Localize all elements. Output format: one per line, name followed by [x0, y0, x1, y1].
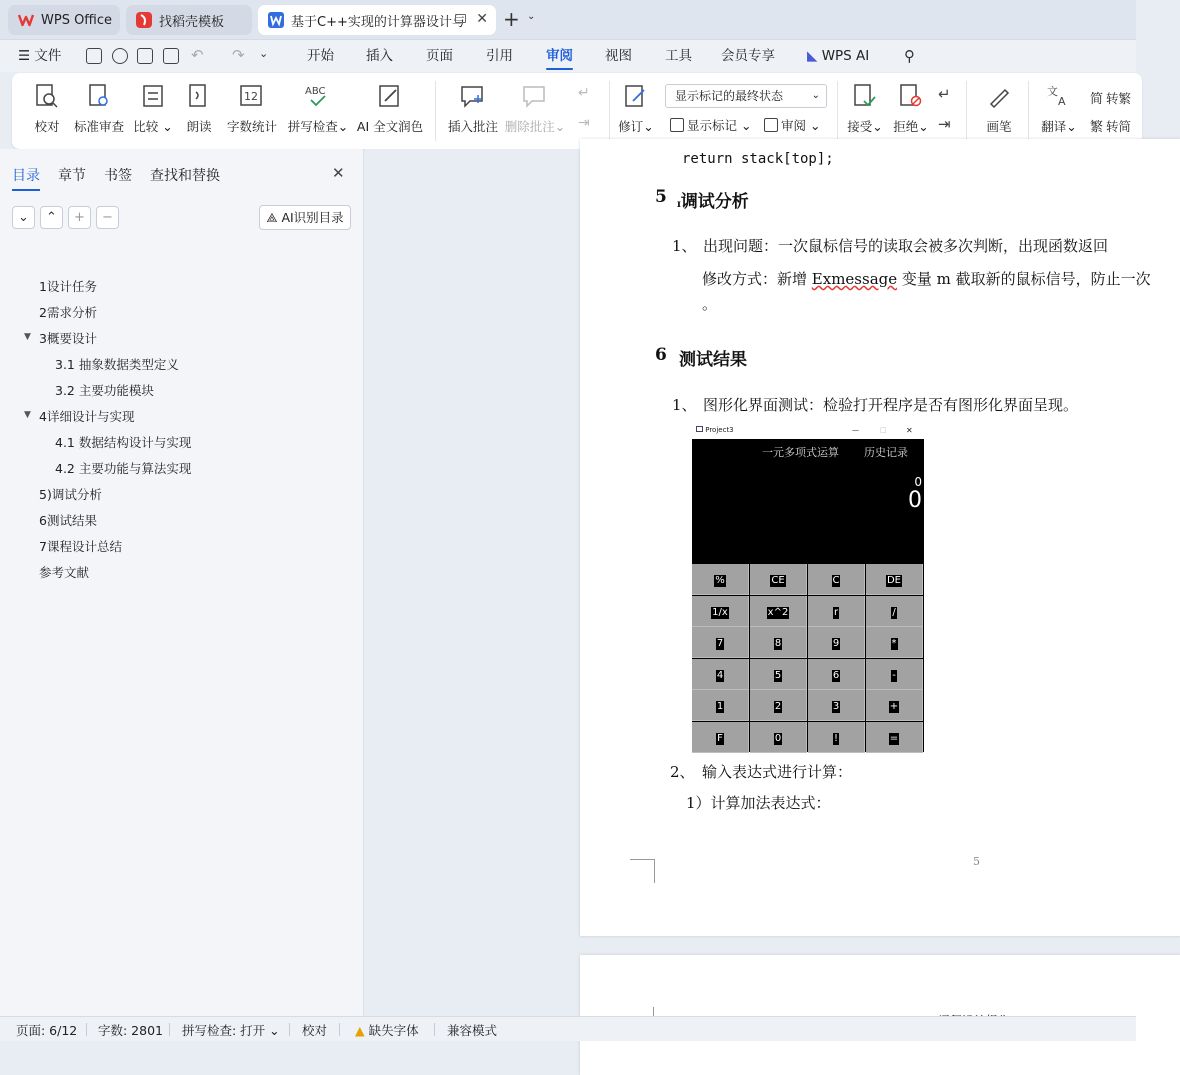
proofread-icon	[34, 83, 60, 109]
paragraph: 修改方式：新增 Exmessage 变量 m 截取新的鼠标信号，防止一次	[702, 270, 1151, 288]
list-number: 1、	[672, 237, 697, 255]
calc-key-label: 3	[832, 701, 840, 712]
tab-label: WPS Office	[41, 12, 113, 28]
review-pane-button[interactable]: 审阅 ⌄	[764, 116, 820, 134]
calc-history-menu: 历史记录	[864, 446, 908, 459]
calc-key	[692, 596, 749, 627]
toc-item[interactable]: 6测试结果	[39, 513, 97, 528]
list-number: 1、	[672, 396, 697, 414]
calc-key	[866, 627, 923, 658]
chevron-down-icon: ⌄	[811, 90, 820, 101]
maximize-icon: □	[880, 426, 887, 434]
to-traditional-icon: 简	[1090, 92, 1104, 107]
chevron-down-icon: ⌄	[269, 1023, 280, 1038]
toc-item[interactable]: 4.2 主要功能与算法实现	[55, 461, 192, 476]
hamburger-icon: ☰	[18, 48, 35, 64]
calc-key-label: DE	[886, 575, 902, 586]
proofread-button[interactable]: 校对	[30, 73, 64, 149]
section-heading: 测试结果	[679, 350, 747, 370]
compare-icon	[140, 83, 166, 109]
tab-docer-templates[interactable]	[126, 5, 252, 35]
missing-font-status[interactable]: ▲ 缺失字体	[355, 1023, 419, 1038]
toc-item[interactable]: 7课程设计总结	[39, 539, 122, 554]
wps-logo-icon	[18, 12, 34, 28]
section-number: 5	[655, 187, 667, 207]
divider	[86, 1023, 87, 1036]
calc-key	[808, 722, 865, 753]
compare-button[interactable]: 比较 ⌄	[136, 73, 170, 149]
calc-key-label: 1	[716, 701, 724, 712]
toc-item[interactable]: 参考文献	[39, 565, 90, 580]
paragraph: 图形化界面测试：检验打开程序是否有图形化界面呈现。	[703, 396, 1079, 414]
menu-tools[interactable]: 工具	[665, 48, 692, 64]
reject-icon	[898, 83, 924, 109]
menu-bar	[0, 40, 1136, 72]
warning-icon: ▲	[355, 1023, 365, 1038]
tab-find-replace[interactable]: 查找和替换	[150, 168, 220, 184]
svg-text:A: A	[1058, 95, 1066, 108]
paragraph: 出现问题：一次鼠标信号的读取会被多次判断，出现函数返回	[703, 237, 1109, 255]
toc-item[interactable]: 4详细设计与实现	[39, 409, 135, 424]
pen-button[interactable]: 画笔	[985, 73, 1013, 149]
quick-access-chevron-icon[interactable]: ⌄	[259, 47, 269, 60]
plus-icon: +	[74, 210, 85, 225]
close-pane-icon[interactable]: ✕	[332, 164, 345, 182]
ribbon-toolbar	[12, 73, 1142, 149]
word-count-icon	[239, 83, 265, 109]
reject-button[interactable]: 拒绝⌄	[893, 73, 929, 149]
calc-key	[750, 659, 807, 690]
calc-key	[692, 564, 749, 595]
svg-text:12: 12	[244, 90, 258, 103]
ribbon-divider	[1028, 81, 1029, 141]
calc-window-titlebar: Project3 — □ ✕	[692, 422, 924, 439]
translate-button[interactable]: 文 A 翻译⌄	[1041, 85, 1077, 134]
calc-key-label: !	[833, 732, 838, 744]
to-simplified-button[interactable]: 繁 转简	[1090, 119, 1132, 135]
title-bar	[0, 0, 1136, 40]
calc-key	[808, 690, 865, 721]
track-changes-button[interactable]: 修订⌄	[619, 73, 653, 149]
menu-view[interactable]: 视图	[605, 48, 632, 64]
wps-ai-icon: ◣	[807, 48, 822, 64]
spell-check-toggle[interactable]: 拼写检查: 打开 ⌄	[182, 1023, 280, 1038]
calc-result: 0	[908, 488, 922, 513]
format-painter-icon[interactable]	[112, 48, 128, 64]
to-traditional-button[interactable]: 简 转繁	[1090, 91, 1132, 107]
toc-item[interactable]: 2需求分析	[39, 305, 97, 320]
close-icon: ✕	[906, 426, 913, 435]
compat-mode-status: 兼容模式	[447, 1023, 498, 1038]
insert-comment-icon	[460, 83, 486, 109]
calc-key-label: *	[891, 638, 897, 649]
navigation-pane	[0, 149, 364, 1016]
calc-key	[808, 564, 865, 595]
display-mode-select[interactable]: 显示标记的最终状态 ⌄	[665, 84, 827, 108]
calc-key-label: -	[892, 669, 896, 681]
previous-change-icon[interactable]: ↵	[938, 85, 951, 103]
calc-key	[750, 564, 807, 595]
divider	[289, 1023, 290, 1036]
ribbon-divider	[837, 81, 838, 141]
ai-polish-icon	[377, 83, 403, 109]
expanded-triangle-icon[interactable]: ▼	[24, 410, 31, 420]
calc-key	[866, 596, 923, 627]
paragraph: 输入表达式进行计算：	[702, 763, 853, 781]
calculator-screenshot	[692, 422, 924, 752]
close-icon[interactable]: ✕	[476, 11, 488, 27]
page-indicator[interactable]: 页面: 6/12	[16, 1023, 78, 1038]
divider	[169, 1023, 170, 1036]
svg-text:文: 文	[1047, 85, 1058, 98]
toc-item[interactable]: 1设计任务	[39, 279, 97, 294]
track-changes-icon	[623, 83, 649, 109]
calc-key	[750, 722, 807, 753]
calc-key-label: 5	[774, 669, 782, 681]
minimize-icon: —	[852, 426, 859, 434]
add-heading-button[interactable]	[68, 206, 91, 229]
ribbon-divider	[609, 81, 610, 141]
menu-references[interactable]: 引用	[486, 48, 513, 64]
divider	[434, 1023, 435, 1036]
tab-toc[interactable]: 目录	[12, 165, 40, 185]
redo-icon[interactable]: ↷	[232, 46, 245, 64]
show-markup-button[interactable]: 显示标记 ⌄	[670, 116, 751, 134]
monitor-icon[interactable]	[455, 14, 466, 23]
standard-review-button[interactable]: 标准审查	[74, 73, 124, 149]
document-page[interactable]	[580, 955, 1180, 1075]
collapse-button[interactable]	[40, 206, 63, 229]
toc-item[interactable]: 3概要设计	[39, 331, 97, 346]
calc-key-label: 8	[774, 638, 782, 649]
toc-item[interactable]: 5)调试分析	[39, 487, 102, 502]
document-page[interactable]	[580, 139, 1180, 936]
calc-key	[866, 722, 923, 753]
calc-key-label: x^2	[767, 606, 789, 618]
calc-key	[750, 690, 807, 721]
margin-corner-mark	[630, 859, 655, 883]
calc-key	[692, 659, 749, 690]
calc-key-label: 7	[716, 638, 724, 649]
ai-toc-button[interactable]: ⟁ AI识别目录	[259, 205, 351, 230]
calc-key	[750, 627, 807, 658]
page-number: 5	[973, 855, 980, 868]
to-simplified-icon: 繁	[1090, 120, 1104, 135]
file-menu[interactable]: ☰ 文件	[18, 48, 62, 64]
divider	[339, 1023, 340, 1036]
calc-poly-menu: 一元多项式运算	[762, 446, 839, 459]
code-line: return stack[top];	[682, 151, 834, 167]
tab-wps-office[interactable]	[8, 5, 120, 35]
pen-icon	[986, 83, 1012, 109]
toc-item[interactable]: 4.1 数据结构设计与实现	[55, 435, 192, 450]
word-count-button[interactable]: 12 字数统计	[230, 73, 274, 149]
read-aloud-icon	[186, 83, 212, 109]
ai-scan-icon: ⟁	[266, 210, 282, 225]
read-aloud-button[interactable]: 朗读	[186, 73, 212, 149]
status-bar	[0, 1016, 1136, 1041]
review-pane-icon	[764, 118, 778, 132]
calc-key-label: 9	[832, 638, 840, 649]
ai-polish-button[interactable]: AI 全文润色	[360, 73, 420, 149]
paragraph-end: 。	[702, 295, 718, 313]
calc-key-label: %	[715, 575, 725, 586]
print-icon[interactable]	[137, 48, 153, 64]
list-number: 2、	[670, 763, 695, 781]
app-icon	[696, 426, 703, 432]
word-doc-icon	[268, 12, 284, 28]
ribbon-divider	[435, 81, 436, 141]
document-canvas[interactable]	[365, 149, 1151, 1016]
menu-page[interactable]: 页面	[426, 48, 453, 64]
standard-review-icon	[86, 83, 112, 109]
calc-key-label: C	[832, 575, 840, 586]
tab-label: 找稻壳模板	[159, 14, 225, 30]
insert-comment-button[interactable]: 插入批注	[450, 73, 496, 149]
remove-heading-button[interactable]	[96, 206, 119, 229]
toc-item[interactable]: 3.1 抽象数据类型定义	[55, 357, 179, 372]
section-heading: ɪ调试分析	[677, 192, 749, 212]
undo-icon[interactable]: ↶	[191, 46, 204, 64]
paragraph: 1）计算加法表达式：	[686, 794, 831, 812]
calc-key	[692, 690, 749, 721]
calc-key-label: 6	[832, 669, 840, 681]
menu-membership[interactable]: 会员专享	[721, 48, 775, 64]
calc-key-label: +	[889, 701, 899, 712]
word-count-indicator[interactable]: 字数: 2801	[98, 1023, 163, 1038]
search-icon[interactable]: ⚲	[904, 47, 915, 65]
calc-key-label: 2	[774, 701, 782, 712]
expanded-triangle-icon[interactable]: ▼	[24, 332, 31, 342]
menu-start[interactable]: 开始	[307, 48, 334, 64]
minus-icon: −	[102, 210, 113, 225]
calc-key	[808, 659, 865, 690]
delete-comment-icon	[522, 83, 548, 109]
calc-key	[692, 627, 749, 658]
calc-key-label: F	[717, 732, 723, 744]
accept-button[interactable]: 接受⌄	[847, 73, 883, 149]
delete-comment-button[interactable]: 删除批注⌄	[510, 73, 560, 149]
save-icon[interactable]	[86, 48, 102, 64]
show-markup-icon	[670, 118, 684, 132]
calc-key	[750, 596, 807, 627]
tab-chapters[interactable]: 章节	[58, 168, 86, 184]
calc-key	[808, 627, 865, 658]
calc-key-label: 1/x	[712, 606, 728, 618]
spell-check-button[interactable]: ABC 拼写检查⌄	[292, 73, 344, 149]
calc-key-label: 0	[774, 732, 782, 744]
tab-bookmarks[interactable]: 书签	[104, 168, 132, 184]
calc-key-label: =	[889, 732, 899, 744]
translate-icon	[1046, 83, 1072, 109]
docer-logo-icon	[136, 12, 152, 28]
calc-key-label: CE	[771, 575, 785, 586]
tab-label: 基于C++实现的计算器设计与	[291, 14, 465, 30]
next-comment-icon[interactable]: ⇥	[578, 115, 590, 131]
tab-list-chevron-icon[interactable]: ⌄	[527, 11, 536, 22]
spell-check-icon	[305, 83, 331, 109]
calc-key	[808, 596, 865, 627]
calc-key-label: 4	[716, 669, 724, 681]
next-change-icon[interactable]: ⇥	[938, 115, 951, 133]
calc-key	[866, 659, 923, 690]
chevron-up-icon: ⌃	[46, 210, 57, 225]
new-tab-plus-icon[interactable]: +	[503, 7, 520, 31]
calc-key	[692, 722, 749, 753]
accept-icon	[852, 83, 878, 109]
expand-all-button[interactable]	[12, 206, 35, 229]
calc-key-label: /	[892, 606, 896, 618]
proofread-status[interactable]: 校对	[302, 1023, 328, 1038]
previous-comment-icon[interactable]: ↵	[578, 85, 590, 101]
section-number: 6	[655, 345, 667, 365]
chevron-down-icon: ⌄	[18, 210, 29, 225]
calc-key-label: r	[833, 606, 839, 618]
menu-insert[interactable]: 插入	[366, 48, 393, 64]
print-preview-icon[interactable]	[163, 48, 179, 64]
ribbon-divider	[966, 81, 967, 141]
tab-document[interactable]	[258, 5, 496, 35]
svg-text:ABC: ABC	[305, 86, 326, 97]
calc-expression: 0	[914, 475, 922, 489]
calc-key	[866, 564, 923, 595]
menu-wps-ai[interactable]: ◣ WPS AI	[807, 48, 870, 64]
toc-item[interactable]: 3.2 主要功能模块	[55, 383, 154, 398]
calc-key	[866, 690, 923, 721]
menu-review[interactable]: 审阅	[546, 40, 573, 72]
